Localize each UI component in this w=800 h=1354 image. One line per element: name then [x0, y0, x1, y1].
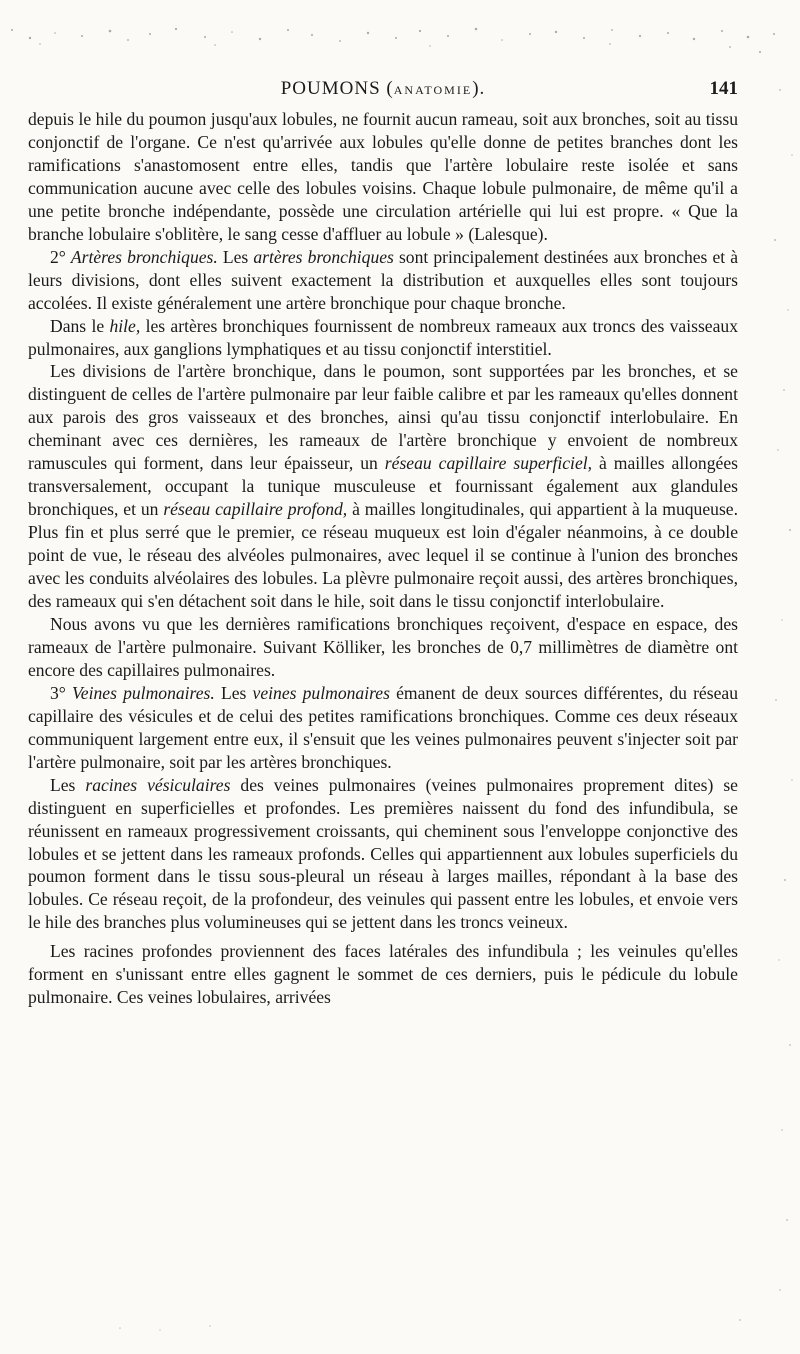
text-run: à mailles allongées transversalement, occupant la tunique musculeuse et fournissant également aux glandules bronchiques, et un	[28, 453, 738, 520]
italic-term: racines vésiculaires	[85, 774, 231, 795]
text-run: Les	[217, 246, 254, 267]
italic-term: artères bronchiques	[253, 246, 394, 267]
italic-term: Veines pulmonaires.	[71, 682, 215, 703]
text-run: sont principalement destinées aux bronches et à leurs divisions, dont elles suivent exactement la distribution et auxquelles elles sont toujours accolées. Il existe généralement une artère bronchique pour chaque bronche.	[28, 246, 739, 313]
running-head	[28, 78, 738, 106]
text-run: Les	[50, 774, 86, 795]
margin-specks-right	[740, 60, 800, 1354]
italic-term: veines pulmonaires	[252, 682, 390, 703]
paragraph	[28, 613, 738, 682]
text-run: des veines pulmonaires (veines pulmonaires proprement dites) se distinguent en superficielles et profondes. Les premières naissent du fond des infundibula, se réunissent en rameaux progressivement croissants, qui cheminent sous l'enveloppe conjonctive des lobules et se jettent dans les rameaux profonds. Celles qui appartiennent aux lobules superficiels du poumon forment dans le tissu sous-pleural un réseau à larges mailles, répondant à la base des lobules. Ce réseau reçoit, de la profondeur, des veinules qui passent entre les lobules, et envoie vers le hile des branches plus volumineuses qui se jettent dans les troncs veineux.	[28, 774, 738, 933]
paragraph	[28, 774, 738, 935]
text-run: à mailles longitudinales, qui appartient à la muqueuse. Plus fin et plus serré que le premier, ce réseau muqueux est loin d'égaler néanmoins, à ce double point de vue, le réseau des alvéoles pulmonaires, avec lequel il se continue à l'union des bronches avec les conduits alvéolaires des lobules. La plèvre pulmonaire reçoit aussi, des artères bronchiques, des rameaux qui s'en détachent soit dans le hile, soit dans le tissu conjonctif interlobulaire.	[28, 499, 739, 612]
text-run: les artères bronchiques fournissent de nombreux rameaux aux troncs des vaisseaux pulmonaires, aux ganglions lymphatiques et au tissu conjonctif interstitiel.	[28, 315, 739, 359]
text-run: 3°	[50, 682, 72, 703]
paragraph	[28, 682, 738, 774]
paragraph	[28, 940, 738, 1009]
italic-term: hile,	[109, 315, 141, 336]
text-run: Nous avons vu que les dernières ramifications bronchiques reçoivent, d'espace en espace, des rameaux de l'artère pulmonaire. Suivant Kölliker, les bronches de 0,7 millimètres de diamètre ont encore des capillaires pulmonaires.	[28, 613, 738, 680]
title-paren-open: (	[386, 78, 394, 99]
title-paren-close: ).	[472, 78, 486, 99]
italic-term: réseau capillaire profond,	[163, 499, 348, 520]
text-run: Les	[214, 682, 253, 703]
italic-term: Artères bronchiques.	[70, 246, 218, 267]
paragraph	[28, 108, 738, 246]
paragraph	[28, 315, 738, 361]
text-run: depuis le hile du poumon jusqu'aux lobules, ne fournit aucun rameau, soit aux bronches, soit au tissu conjonctif de l'organe. Ce n'est qu'arrivée aux lobules qu'elle donne de petites branches dont les ramifications s'anastomosent entre elles, tandis que l'artère lobulaire reste isolée et sans communication aucune avec celle des lobules voisins. Chaque lobule pulmonaire, de même qu'il a une petite bronche indépendante, possède une circulation artérielle qui lui est propre. « Que la branche lobulaire s'oblitère, le sang cesse d'affluer au lobule » (Lalesque).	[28, 109, 738, 244]
text-run: Les divisions de l'artère bronchique, dans le poumon, sont supportées par les bronches, et se distinguent de celles de l'artère pulmonaire par leur faible calibre et par les rameaux qu'elles donnent aux parois des gros vaisseaux et des bronches, ainsi qu'au tissu conjonctif interlobulaire. En cheminant avec ces dernières, les rameaux de l'artère bronchique y envoient de nombreux ramuscules qui forment, dans leur épaisseur, un	[28, 361, 738, 474]
text-run: 2°	[50, 246, 71, 267]
text-run: Les racines profondes proviennent des faces latérales des infundibula ; les veinules qu'elles forment en s'unissant entre elles gagnent le sommet de ces derniers, puis le pédicule du lobule pulmonaire. Ces veines lobulaires, arrivées	[28, 941, 738, 1008]
running-title	[28, 78, 738, 100]
text-run: émanent de deux sources différentes, du réseau capillaire des vésicules et de celui des petites ramifications bronchiques. Comme ces deux réseaux communiquent largement entre eux, il s'ensuit que les veines pulmonaires peuvent s'injecter soit par l'artère pulmonaire, soit par les artères bronchiques.	[28, 682, 738, 772]
title-main: POUMONS	[280, 78, 381, 99]
body-text	[28, 108, 738, 1009]
page-number: 141	[709, 78, 738, 99]
title-subject: ANATOMIE	[393, 83, 473, 97]
text-run: Dans le	[50, 315, 110, 336]
paragraph	[28, 246, 738, 315]
scan-noise-top	[0, 0, 800, 60]
italic-term: réseau capillaire superficiel,	[384, 453, 593, 474]
scan-noise-bottom	[0, 1300, 800, 1354]
paragraph	[28, 360, 738, 612]
